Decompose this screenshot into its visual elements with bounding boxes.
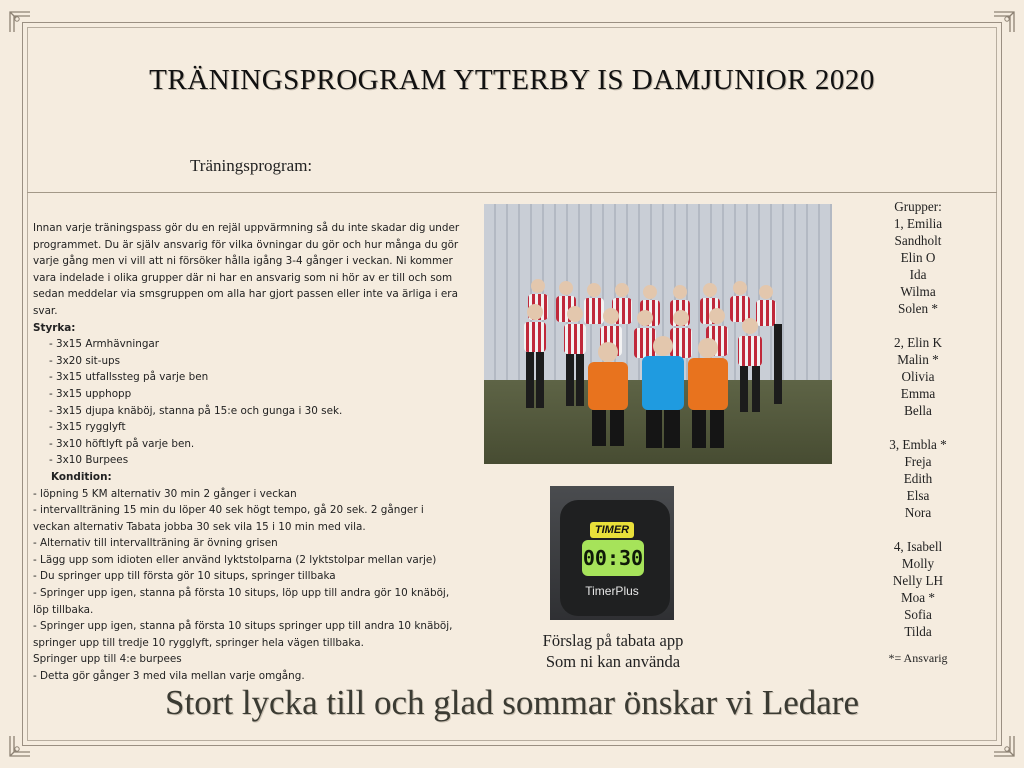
list-item: - intervallträning 15 min du löper 40 sek högt tempo, gå 20 sek. 2 gånger i veckan alternativ Tabata jobba 30 sek vila 15 i 10 min med vila.	[33, 504, 424, 533]
corner-ornament-icon	[990, 734, 1016, 760]
app-caption	[508, 630, 718, 672]
group-member: Sofia	[904, 607, 932, 622]
group-member: Solen *	[898, 301, 938, 316]
list-item: - Springer upp igen, stanna på första 10 situps, löp upp till andra gör 10 knäböj, löp tillbaka.	[33, 587, 450, 616]
group-member: Elin O	[900, 250, 936, 265]
group-member: Bella	[904, 403, 932, 418]
group-spacer	[872, 419, 964, 436]
group-member: Emma	[900, 386, 936, 401]
group-member: Malin *	[897, 352, 939, 367]
group-member: 4, Isabell	[893, 539, 943, 554]
corner-ornament-icon	[990, 8, 1016, 34]
group-member: 3, Embla *	[889, 437, 947, 452]
list-item: - 3x10 höftlyft på varje ben.	[49, 437, 195, 450]
team-figures	[484, 204, 832, 464]
group-member: 1, Emilia	[893, 216, 943, 231]
list-item: - 3x15 djupa knäböj, stanna på 15:e och gunga i 30 sek.	[49, 404, 343, 417]
divider	[27, 192, 997, 193]
group-member: Elsa	[906, 488, 930, 503]
strength-heading: Styrka:	[33, 321, 76, 334]
group-member: Nelly LH	[892, 573, 944, 588]
list-item: - Detta gör gånger 3 med vila mellan varje omgång.	[33, 670, 305, 683]
section-subtitle: Träningsprogram:	[190, 156, 313, 175]
group-member: Freja	[904, 454, 932, 469]
list-item: - Du springer upp till första gör 10 situps, springer tillbaka	[33, 570, 336, 583]
timerplus-app-icon	[550, 486, 674, 620]
footer-message: Stort lycka till och glad sommar önskar vi Ledare	[165, 683, 859, 722]
list-item: - 3x15 utfallssteg på varje ben	[49, 371, 209, 384]
list-item: - Lägg upp som idioten eller använd lyktstolparna (2 lyktstolpar mellan varje)	[33, 553, 437, 566]
corner-ornament-icon	[8, 8, 34, 34]
responsible-note: *= Ansvarig	[888, 651, 948, 665]
program-text	[33, 220, 463, 685]
app-name: TimerPlus	[585, 584, 639, 598]
timer-display: 00:30	[582, 540, 644, 576]
team-photo	[484, 204, 832, 464]
list-item: - 3x15 upphopp	[49, 387, 132, 400]
group-spacer	[872, 317, 964, 334]
group-member: Moa *	[900, 590, 936, 605]
group-member: Nora	[904, 505, 932, 520]
list-item: - Springer upp igen, stanna på första 10 situps springer upp till andra 10 knäböj, springer upp till tredje 10 rygglyft, springer hela vägen tillbaka.	[33, 620, 453, 649]
condition-list	[33, 486, 463, 685]
app-caption-line: Som ni kan använda	[545, 652, 681, 671]
group-member: Sandholt	[894, 233, 942, 248]
list-item: - 3x15 Armhävningar	[49, 338, 160, 351]
group-member: 2, Elin K	[894, 335, 942, 350]
groups-list	[872, 198, 964, 667]
list-item: - 3x20 sit-ups	[49, 354, 121, 367]
list-item: Springer upp till 4:e burpees	[33, 653, 182, 666]
corner-ornament-icon	[8, 734, 34, 760]
group-member: Olivia	[901, 369, 935, 384]
group-member: Ida	[909, 267, 927, 282]
groups-heading: Grupper:	[894, 199, 942, 214]
list-item: - 3x10 Burpees	[49, 454, 129, 467]
page-title: TRÄNINGSPROGRAM YTTERBY IS DAMJUNIOR 2020	[149, 64, 875, 96]
group-member: Wilma	[900, 284, 936, 299]
group-member: Edith	[903, 471, 933, 486]
group-spacer	[872, 521, 964, 538]
list-item: - 3x15 rygglyft	[49, 421, 126, 434]
intro-paragraph: Innan varje träningspass gör du en rejäl uppvärmning så du inte skadar dig under programmet. Du är själv ansvarig för vilka övningar du gör och hur många du gör varje gång men vi vill att ni försöker hålla igång 3-4 gånger i veckan. Ni kommer vara indelade i olika grupper där ni har en ansvarig som ni hör av er till och som sedan meddelar via smsgruppen om alla har gjort passen eller inte va ärliga i era svar.	[33, 222, 460, 317]
group-member: Tilda	[904, 624, 932, 639]
app-caption-line: Förslag på tabata app	[542, 631, 684, 650]
timer-badge: TIMER	[590, 522, 634, 538]
condition-heading: Kondition:	[51, 470, 112, 483]
list-item: - löpning 5 KM alternativ 30 min 2 gånger i veckan	[33, 487, 297, 500]
list-item: - Alternativ till intervallträning är övning grisen	[33, 537, 278, 550]
group-member: Molly	[901, 556, 935, 571]
strength-list	[33, 336, 463, 469]
